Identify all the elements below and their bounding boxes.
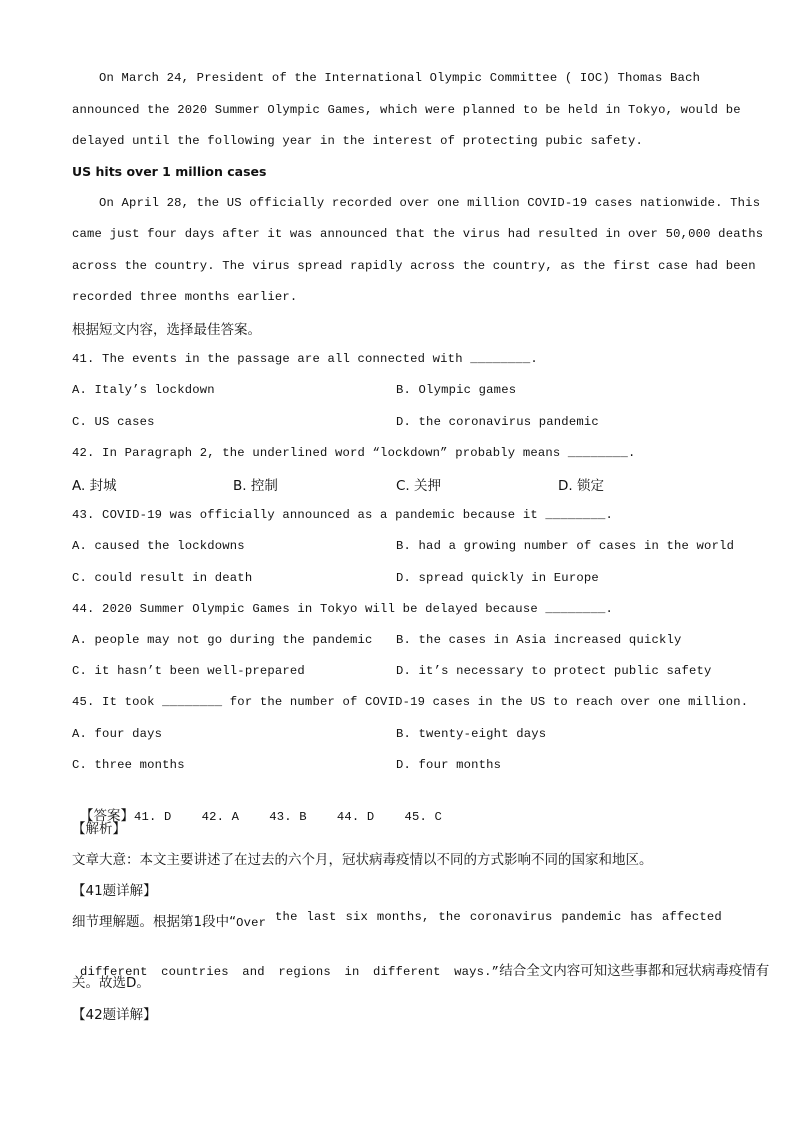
option-a: A. people may not go during the pandemic [72, 633, 373, 647]
quote-word: pandemic [561, 910, 622, 924]
quote-word: coronavirus [469, 910, 553, 924]
question-stem: 42. In Paragraph 2, the underlined word “lockdown” probably means ________. [72, 446, 636, 460]
quote-word: the [275, 910, 298, 924]
passage-line: came just four days after it was announced that the virus had resulted in over 50,000 deaths [72, 227, 764, 241]
detail-41-line-2 [72, 941, 769, 980]
quote-word: months, [376, 910, 430, 924]
option-a: A. four days [72, 727, 163, 741]
detail-41-conclusion: 结合全文内容可知这些事都和冠状病毒疫情有 [499, 963, 770, 979]
option-d: D. it’s necessary to protect public safety [396, 664, 712, 678]
passage-line: across the country. The virus spread rapidly across the country, as the first case had been [72, 259, 756, 273]
answer-label: 【答案】 [80, 808, 134, 824]
quote-word: the [438, 910, 461, 924]
detail-41-line-3: 关。故选D。 [72, 975, 150, 991]
passage-line: delayed until the following year in the interest of protecting pubic safety. [72, 134, 644, 148]
option-a: A. Italy’s lockdown [72, 383, 215, 397]
detail-41-line-1-start: 细节理解题。根据第1段中“Over [72, 914, 267, 930]
passage-line: announced the 2020 Summer Olympic Games, which were planned to be held in Tokyo, would be [72, 103, 741, 117]
analysis-summary: 文章大意：本文主要讲述了在过去的六个月，冠状病毒疫情以不同的方式影响不同的国家和地区。 [72, 852, 653, 868]
option-b: B. the cases in Asia increased quickly [396, 633, 682, 647]
option-d: D. the coronavirus pandemic [396, 415, 599, 429]
section-heading: US hits over 1 million cases [72, 164, 267, 179]
analysis-label: 【解析】 [72, 821, 126, 837]
answer-key [72, 786, 442, 825]
question-stem: 41. The events in the passage are all connected with ________. [72, 352, 538, 366]
option-d: D. four months [396, 758, 502, 772]
detail-41-label: 【41题详解】 [72, 883, 157, 899]
option-a: A. 封城 [72, 478, 117, 494]
detail-41-line-1 [72, 910, 722, 931]
passage-line: recorded three months earlier. [72, 290, 298, 304]
question-stem: 44. 2020 Summer Olympic Games in Tokyo will be delayed because ________. [72, 602, 613, 616]
option-d: D. 锁定 [558, 478, 604, 494]
passage-line: On April 28, the US officially recorded over one million COVID-19 cases nationwide. This [99, 196, 761, 210]
quote-word: affected [661, 910, 722, 924]
option-c: C. 关押 [396, 478, 442, 494]
option-d: D. spread quickly in Europe [396, 571, 599, 585]
option-c: C. it hasn’t been well-prepared [72, 664, 305, 678]
option-b: B. had a growing number of cases in the world [396, 539, 735, 553]
quote-word: has [630, 910, 653, 924]
detail-42-label: 【42题详解】 [72, 1007, 157, 1023]
quote-end: different countries and regions in different ways.” [80, 965, 500, 979]
option-c: C. US cases [72, 415, 155, 429]
option-b: B. Olympic games [396, 383, 517, 397]
passage-line: On March 24, President of the International Olympic Committee ( IOC) Thomas Bach [99, 71, 701, 85]
quote-word: last [306, 910, 337, 924]
question-stem: 43. COVID-19 was officially announced as a pandemic because it ________. [72, 508, 613, 522]
option-b: B. 控制 [233, 478, 278, 494]
question-stem: 45. It took ________ for the number of COVID-19 cases in the US to reach over one million. [72, 695, 749, 709]
instruction-text: 根据短文内容，选择最佳答案。 [72, 322, 261, 338]
option-a: A. caused the lockdowns [72, 539, 245, 553]
option-b: B. twenty-eight days [396, 727, 547, 741]
quote-word: six [345, 910, 368, 924]
option-c: C. three months [72, 758, 185, 772]
option-c: C. could result in death [72, 571, 253, 585]
answer-values: 41. D 42. A 43. B 44. D 45. C [134, 810, 443, 824]
